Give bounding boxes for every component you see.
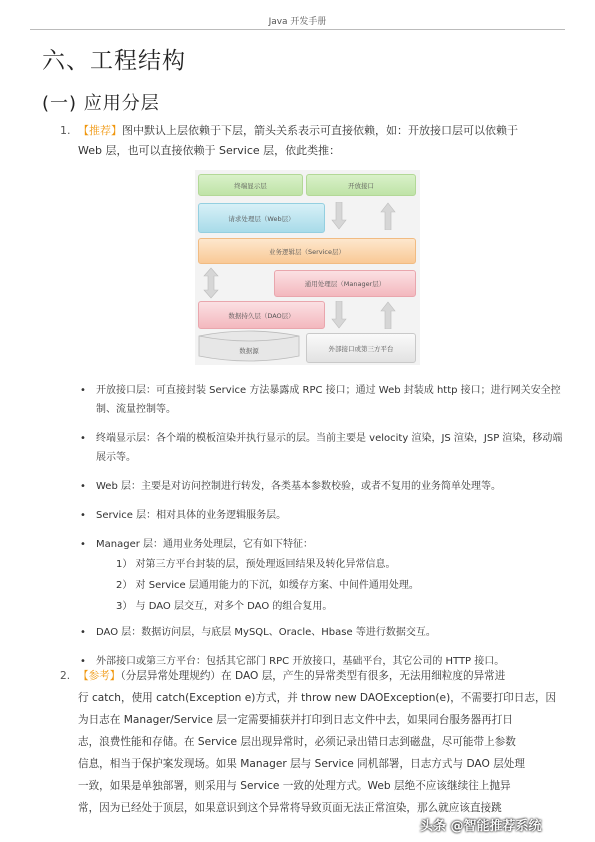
item-2-line: 常，因为已经处于顶层，如果意识到这个异常将导致页面无法正常渲染，那么就应该直接跳 <box>78 802 502 814</box>
item-1-line-1 <box>78 121 568 141</box>
item-2 <box>60 665 578 819</box>
list-item: • Web 层：主要是对访问控制进行转发，各类基本参数校验，或者不复用的业务简单处理等。 <box>80 477 570 496</box>
box-datasource: 数据源 <box>239 346 259 355</box>
item-1 <box>60 121 568 161</box>
item-2-line: 为日志在 Manager/Service 层一定需要捕获并打印到日志文件中去，如果同台服务器再打日 <box>78 714 513 726</box>
list-item-manager <box>80 535 570 617</box>
list-item: • 外部接口或第三方平台：包括其它部门 RPC 开放接口，基础平台，其它公司的 HTTP 接口。 <box>80 652 570 671</box>
box-service-layer: 业务逻辑层（Service层） <box>198 238 416 264</box>
box-manager-layer: 通用处理层（Manager层） <box>274 270 416 297</box>
list-item: • 开放接口层：可直接封装 Service 方法暴露成 RPC 接口；通过 Web 封装成 http 接口；进行网关安全控制、流量控制等。 <box>80 381 570 419</box>
subsection-title: (一) 应用分层 <box>42 93 160 114</box>
item-1-text-1: 图中默认上层依赖于下层，箭头关系表示可直接依赖，如：开放接口层可以依赖于 <box>122 124 518 137</box>
arrow-up-icon <box>380 202 396 230</box>
page-header: Java 开发手册 <box>268 17 327 27</box>
item-2-line: 行 catch，使用 catch(Exception e)方式，并 throw new DAOException(e)，不需要打印日志，因 <box>78 692 557 704</box>
list-item: • Service 层：相对具体的业务逻辑服务层。 <box>80 506 570 525</box>
header-divider <box>30 29 565 30</box>
arrow-down-icon <box>331 202 347 230</box>
item-2-number: 2. <box>60 670 71 682</box>
list-item: • 终端显示层：各个端的模板渲染并执行显示的层。当前主要是 velocity 渲染，JS 渲染，JSP 渲染，移动端展示等。 <box>80 429 570 467</box>
item-2-line: 志，浪费性能和存储。在 Service 层出现异常时，必须记录出错日志到磁盘，尽可能带上参数 <box>78 736 516 748</box>
box-open-api: 开放接口 <box>306 174 416 196</box>
arrow-up-icon <box>380 301 396 329</box>
item-2-text: （分层异常处理规约）在 DAO 层，产生的异常类型有很多，无法用细粒度的异常进 <box>120 670 506 682</box>
item-2-tag: 【参考】 <box>78 670 121 682</box>
item-2-line-1 <box>78 665 578 687</box>
layer-diagram <box>195 170 420 365</box>
item-2-line: 信息，相当于保护案发现场。如果 Manager 层与 Service 同机部署，日志方式与 DAO 层处理 <box>78 758 525 770</box>
box-external-platform: 外部接口或第三方平台 <box>306 333 416 363</box>
item-1-number: 1. <box>60 124 71 137</box>
box-terminal: 终端显示层 <box>198 174 303 196</box>
arrow-up-down-icon <box>203 267 219 299</box>
section-title: 六、工程结构 <box>42 48 186 74</box>
manager-feature: 2） 对 Service 层通用能力的下沉，如缓存方案、中间件通用处理。 <box>116 580 419 591</box>
manager-feature: 3） 与 DAO 层交互，对多个 DAO 的组合复用。 <box>116 601 333 612</box>
watermark: 头条 @智能推荐系统 <box>420 819 542 834</box>
box-web-layer: 请求处理层（Web层） <box>198 203 325 233</box>
manager-feature-list <box>96 554 570 617</box>
manager-feature: 1） 对第三方平台封装的层，预处理返回结果及转化异常信息。 <box>116 559 396 570</box>
list-item: • DAO 层：数据访问层，与底层 MySQL、Oracle、Hbase 等进行数据交互。 <box>80 623 570 642</box>
layer-description-list <box>80 381 570 681</box>
box-dao-layer: 数据持久层（DAO层） <box>198 301 325 329</box>
item-1-text-2: Web 层，也可以直接依赖于 Service 层，依此类推： <box>78 144 341 157</box>
item-1-tag: 【推荐】 <box>78 124 122 137</box>
manager-heading: Manager 层：通用业务处理层，它有如下特征： <box>96 539 314 550</box>
arrow-down-icon <box>331 301 347 329</box>
item-2-line: 一致，如果是单独部署，则采用与 Service 一致的处理方式。Web 层绝不应该继续往上抛异 <box>78 780 511 792</box>
